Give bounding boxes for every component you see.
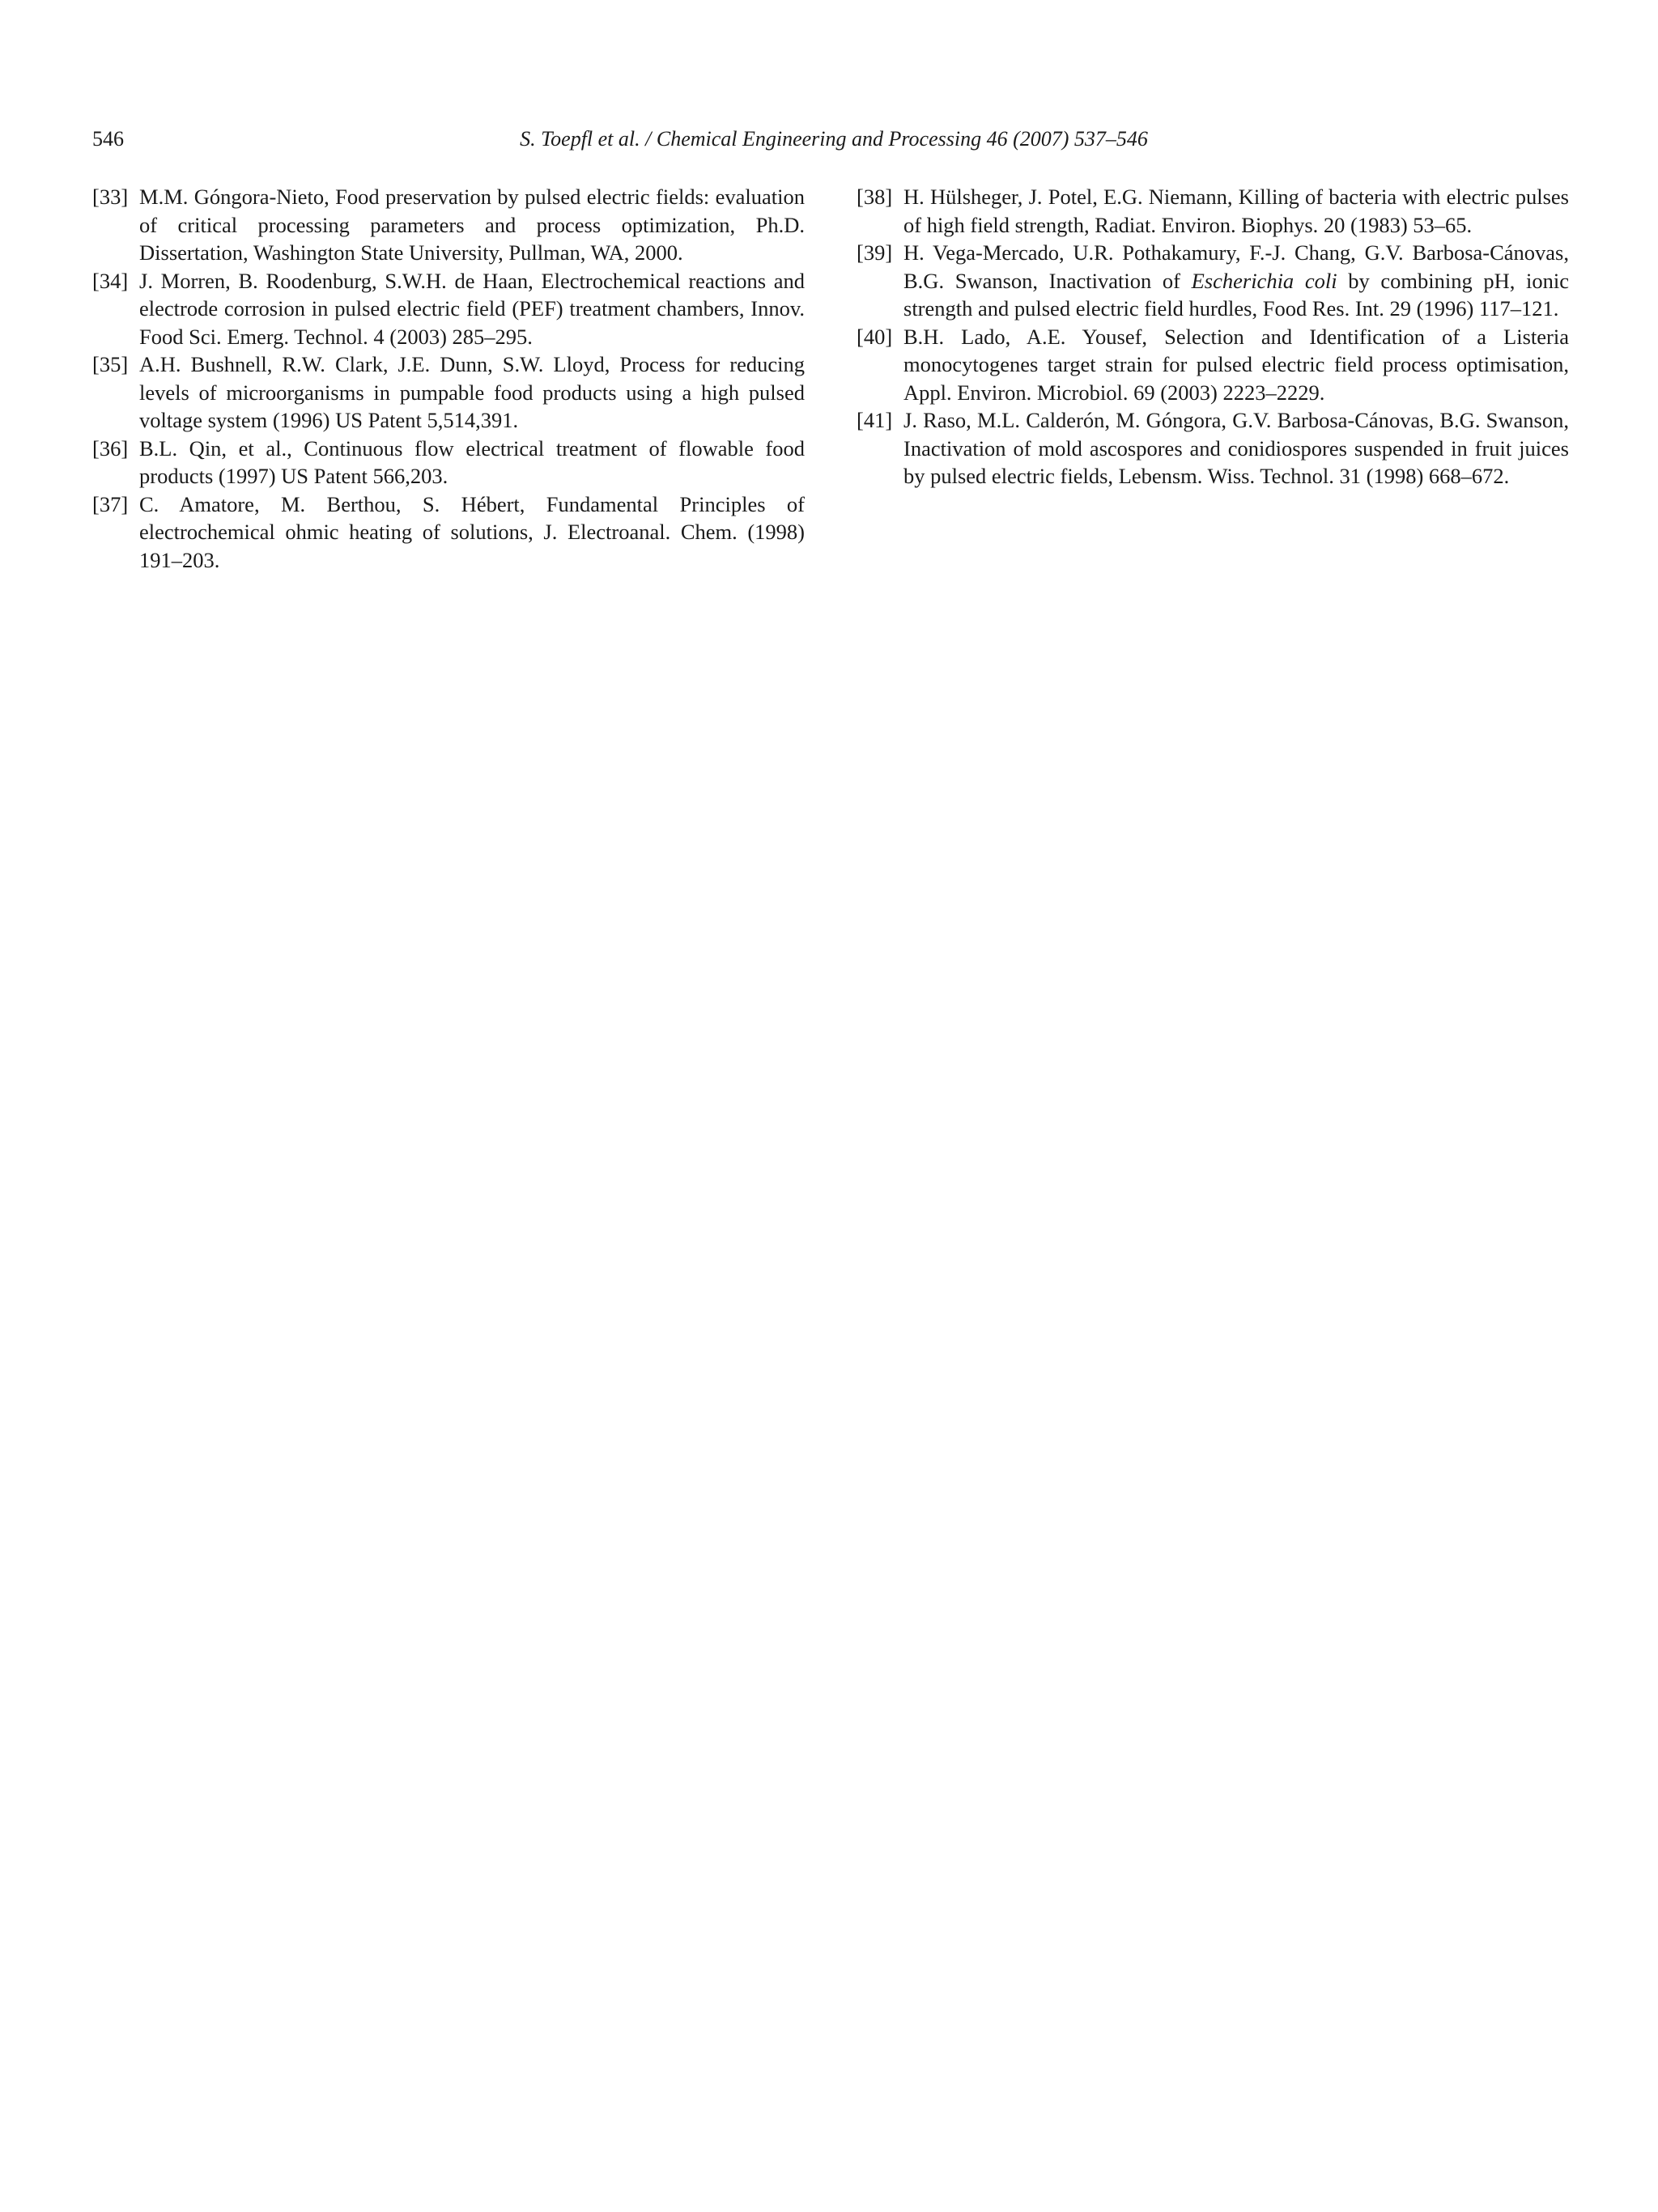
reference-number: [38] xyxy=(857,185,893,209)
references-right-column xyxy=(857,183,1569,490)
reference-number: [41] xyxy=(857,408,893,432)
reference-text: C. Amatore, M. Berthou, S. Hébert, Fundamental Principles of electrochemical ohmic heating of solutions, J. Electroanal. Chem. (1998) 191–203. xyxy=(139,491,805,572)
reference-text xyxy=(903,240,1569,321)
species-name-italic: Escherichia coli xyxy=(1191,268,1337,293)
running-head: S. Toepfl et al. / Chemical Engineering and Processing 46 (2007) 537–546 xyxy=(520,127,1148,151)
reference-text: B.H. Lado, A.E. Yousef, Selection and Identification of a Listeria monocytogenes target strain for pulsed electric field process optimisation, Appl. Environ. Microbiol. 69 (2003) 2223–2229. xyxy=(903,324,1569,405)
reference-text-after: by combining pH, ionic strength and pulsed electric field hurdles, Food Res. Int. 29 (1996) 117–121. xyxy=(903,268,1570,321)
reference-number: [36] xyxy=(92,435,129,461)
reference-text: B.L. Qin, et al., Continuous flow electrical treatment of flowable food products (1997) US Patent 566,203. xyxy=(139,435,805,488)
page-number: 546 xyxy=(92,127,124,151)
reference-item xyxy=(92,490,805,575)
reference-text: J. Morren, B. Roodenburg, S.W.H. de Haan, Electrochemical reactions and electrode corrosion in pulsed electric field (PEF) treatment chambers, Innov. Food Sci. Emerg. Technol. 4 (2003) 285–295. xyxy=(139,268,805,349)
reference-item xyxy=(92,350,805,435)
reference-item xyxy=(92,183,805,267)
reference-item xyxy=(92,267,805,351)
reference-text: A.H. Bushnell, R.W. Clark, J.E. Dunn, S.W. Lloyd, Process for reducing levels of microorganisms in pumpable food products using a high pulsed voltage system (1996) US Patent 5,514,391. xyxy=(139,352,805,432)
reference-text: M.M. Góngora-Nieto, Food preservation by pulsed electric fields: evaluation of critical processing parameters and process optimization, Ph.D. Dissertation, Washington State University, Pullman, WA, 2000. xyxy=(139,185,805,265)
reference-text: J. Raso, M.L. Calderón, M. Góngora, G.V. Barbosa-Cánovas, B.G. Swanson, Inactivation of mold ascospores and conidiospores suspended in fruit juices by pulsed electric fields, Lebensm. Wiss. Technol. 31 (1998) 668–672. xyxy=(903,408,1569,488)
reference-number: [39] xyxy=(857,240,893,265)
reference-item xyxy=(857,406,1569,490)
reference-item xyxy=(857,183,1569,239)
reference-item xyxy=(857,323,1569,407)
reference-number: [35] xyxy=(92,352,129,376)
references-left-column xyxy=(92,183,805,574)
reference-number: [33] xyxy=(92,185,129,209)
reference-text-before: H. Vega-Mercado, U.R. Pothakamury, F.-J. Chang, G.V. Barbosa-Cánovas, B.G. Swanson, Inactivation of xyxy=(903,240,1569,293)
reference-number: [40] xyxy=(857,324,893,349)
reference-number: [37] xyxy=(92,491,129,516)
reference-text: H. Hülsheger, J. Potel, E.G. Niemann, Killing of bacteria with electric pulses of high field strength, Radiat. Environ. Biophys. 20 (1983) 53–65. xyxy=(903,185,1569,237)
reference-item xyxy=(92,435,805,490)
reference-number: [34] xyxy=(92,268,129,293)
reference-item xyxy=(857,239,1569,323)
page-header xyxy=(92,123,1575,155)
